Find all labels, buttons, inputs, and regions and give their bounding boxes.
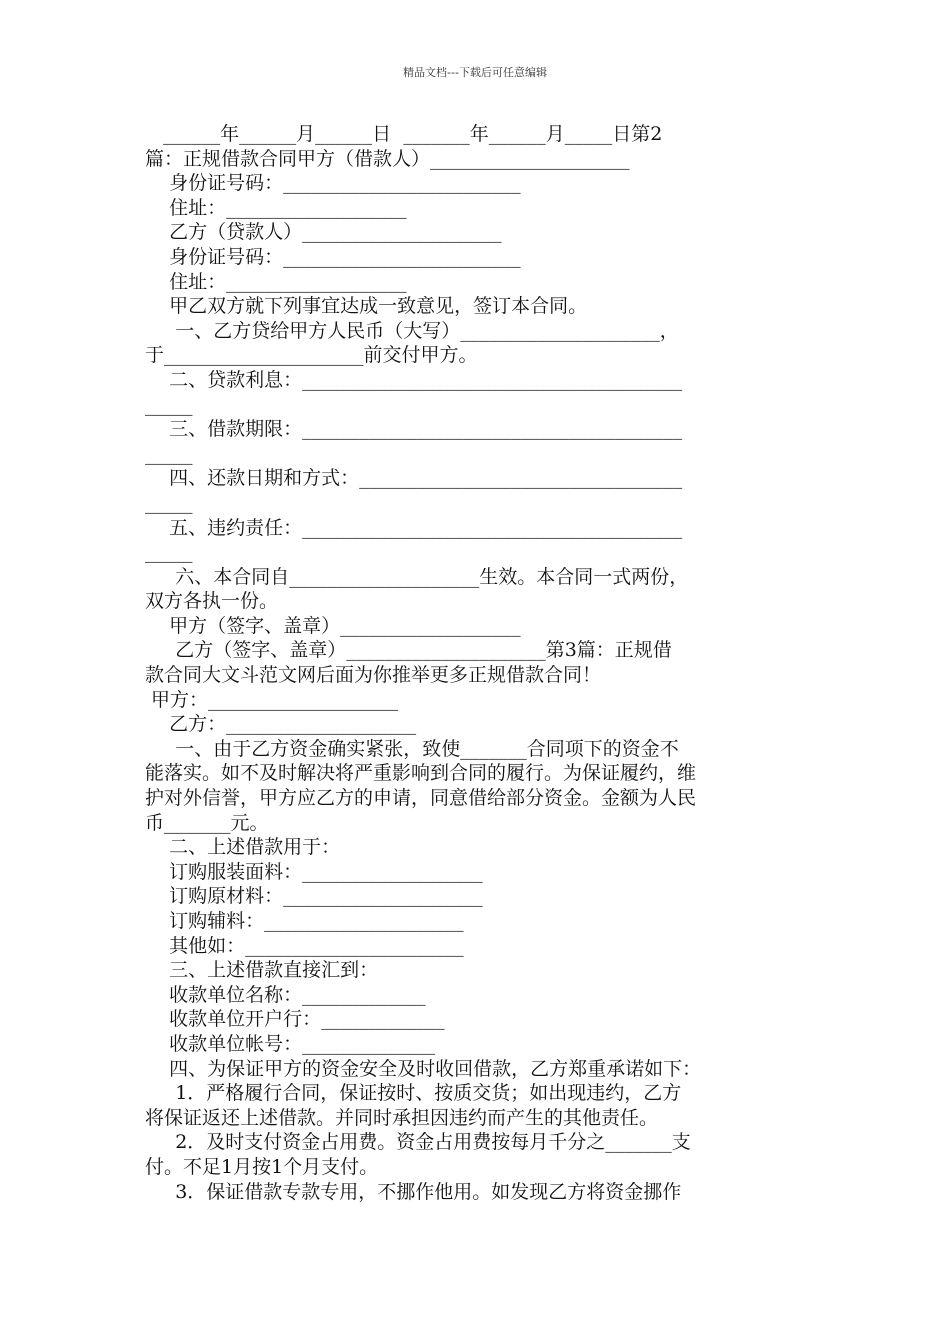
text-line: 乙方：____________________ xyxy=(145,713,417,736)
text-line: _____ xyxy=(145,491,193,514)
text-line: 3．保证借款专款专用，不挪作他用。如发现乙方将资金挪作 xyxy=(145,1180,682,1203)
text-line: 四、还款日期和方式：__________________________________ xyxy=(145,467,683,490)
text-line: 收款单位开户行：_____________ xyxy=(145,1008,445,1031)
document-body xyxy=(145,122,815,1204)
text-line: 订购原材料：_____________________ xyxy=(145,885,483,908)
text-line: ______年______月______日 _______年______月_____日第2 xyxy=(145,123,663,145)
page-header: 精品文档---下载后可任意编辑 xyxy=(403,66,547,79)
text-line: 收款单位帐号：______________ xyxy=(145,1032,436,1055)
text-line: 身份证号码：_________________________ xyxy=(145,172,521,195)
text-line: 款合同大文斗范文网后面为你推举更多正规借款合同！ xyxy=(145,664,602,687)
text-line: 2．及时支付资金占用费。资金占用费按每月千分之_______支 xyxy=(145,1131,691,1154)
text-line: 订购辅料：_____________________ xyxy=(145,910,464,932)
text-line: 住址：___________________ xyxy=(145,196,407,219)
text-line: 于_____________________前交付甲方。 xyxy=(145,344,478,367)
text-line: 双方各执一份。 xyxy=(145,590,279,613)
text-line: 付。不足1月按1个月支付。 xyxy=(145,1155,379,1178)
text-line: 四、为保证甲方的资金安全及时收回借款，乙方郑重承诺如下： xyxy=(145,1057,702,1080)
text-line: 甲方（签字、盖章）___________________ xyxy=(145,614,521,637)
text-line: 住址：___________________ xyxy=(145,270,407,293)
text-line: _____ xyxy=(145,442,193,465)
text-line: 1．严格履行合同，保证按时、按质交货；如出现违约，乙方 xyxy=(145,1082,682,1105)
text-line: _____ xyxy=(145,393,193,416)
text-line: 三、上述借款直接汇到： xyxy=(145,959,379,982)
text-line: 其他如：_______________________ xyxy=(145,934,464,957)
text-line: 护对外信誉，甲方应乙方的申请，同意借给部分资金。金额为人民 xyxy=(145,787,697,810)
text-line: 身份证号码：_________________________ xyxy=(145,245,521,268)
text-line: 甲方：____________________ xyxy=(145,688,399,711)
text-line: 能落实。如不及时解决将严重影响到合同的履行。为保证履约，维 xyxy=(145,762,697,785)
text-line: 乙方（贷款人）_____________________ xyxy=(145,221,502,244)
text-line: 甲乙双方就下列事宜达成一致意见，签订本合同。 xyxy=(145,295,588,318)
text-line: 币_______元。 xyxy=(145,811,269,834)
text-line: 五、违约责任：________________________________________ xyxy=(145,516,683,539)
text-line: 二、上述借款用于： xyxy=(145,836,341,859)
text-line: 收款单位名称：_____________ xyxy=(145,983,426,1006)
text-line: 篇：正规借款合同甲方（借款人）_____________________ xyxy=(145,147,630,170)
text-line: 一、由于乙方资金确实紧张，致使_______合同项下的资金不 xyxy=(145,737,679,760)
text-line: 六、本合同自____________________生效。本合同一式两份， xyxy=(145,565,689,588)
text-line: 将保证返还上述借款。并同时承担因违约而产生的其他责任。 xyxy=(145,1106,659,1129)
text-line: 一、乙方贷给甲方人民币（大写）_____________________， xyxy=(145,319,679,342)
text-line: 三、借款期限：________________________________________ xyxy=(145,418,683,441)
text-line: 乙方（签字、盖章）_____________________第3篇：正规借 xyxy=(145,639,672,662)
text-line: 二、贷款利息：________________________________________ xyxy=(145,368,683,391)
text-line: _____ xyxy=(145,541,193,564)
text-line: 订购服装面料：___________________ xyxy=(145,860,483,883)
